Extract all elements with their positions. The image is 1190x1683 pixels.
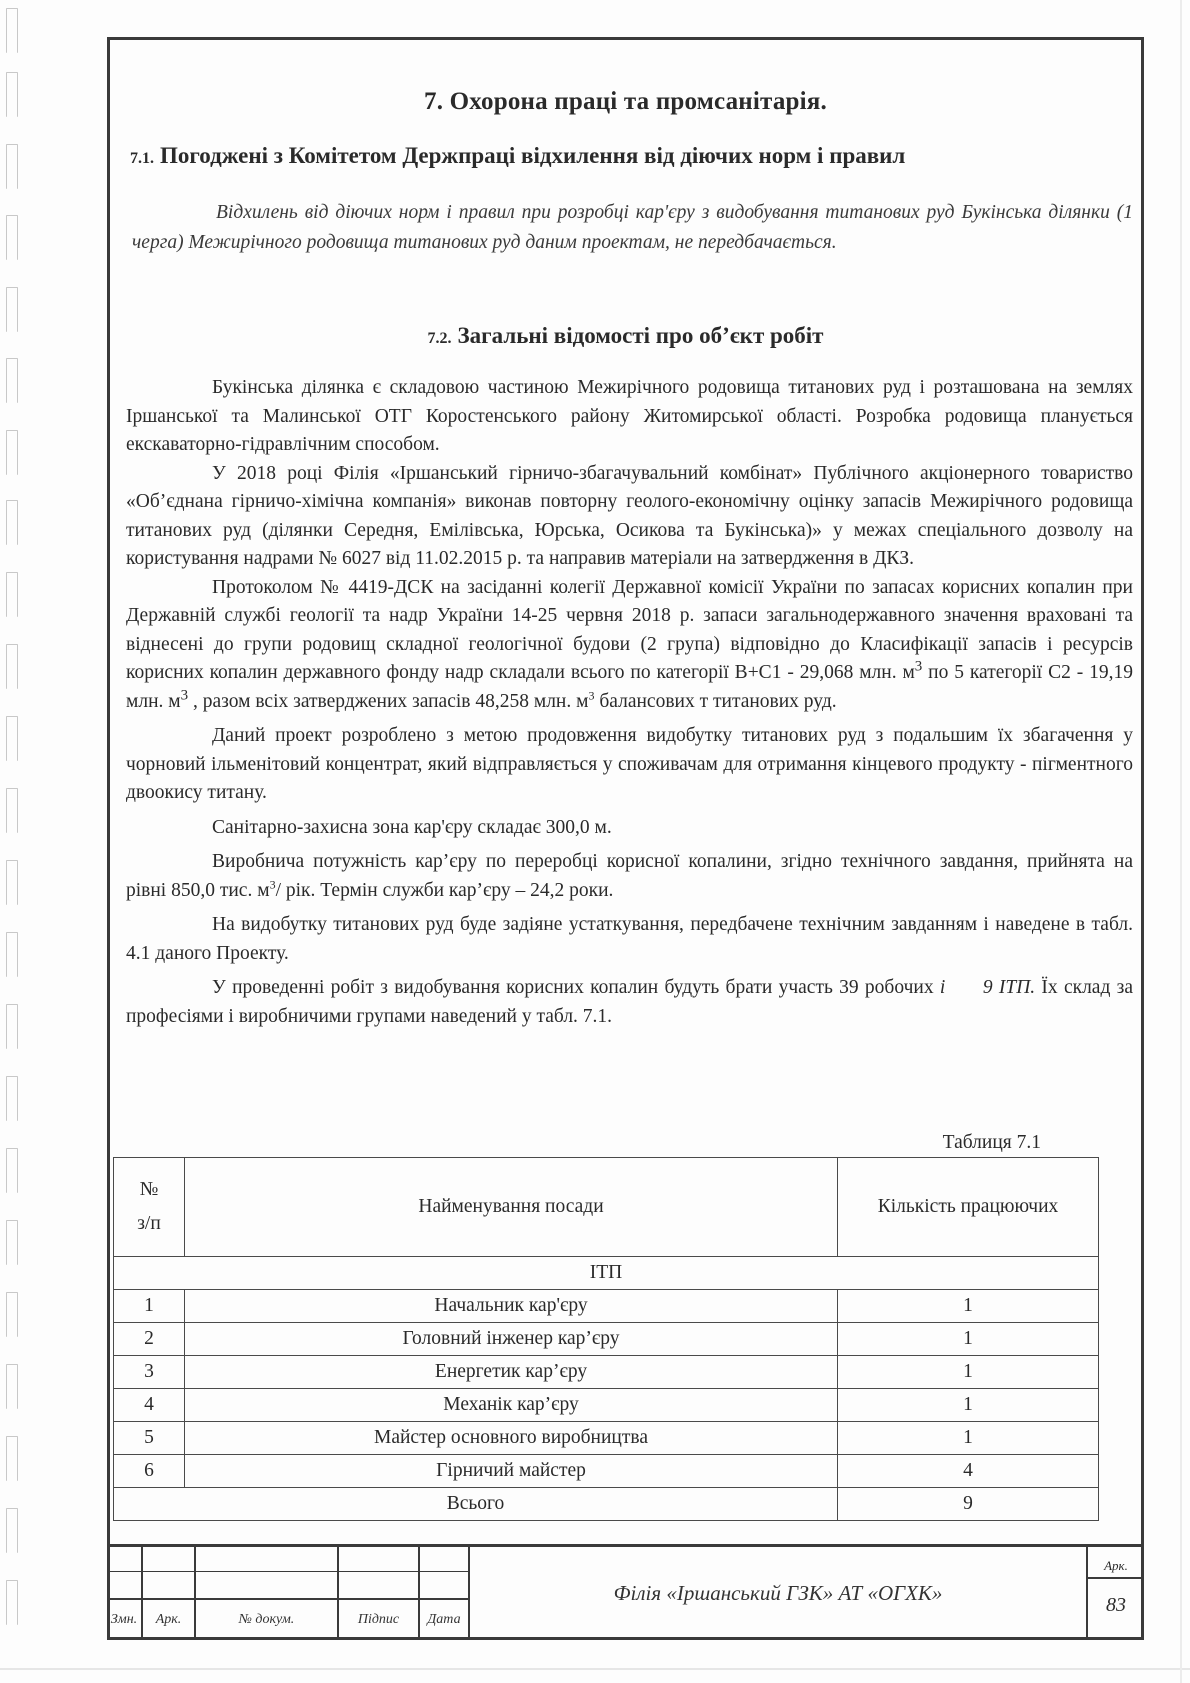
page-right-edge [1180,0,1182,1683]
paragraph-protocol: Протоколом № 4419-ДСК на засіданні колегії Державної комісії України по запасах корисних копалин при Державній службі геології та надр України 14-25 червня 2018 р. запаси загальнодержавного значення враховані та віднесені до групи родовищ складної геологічної будови (2 група) відповідно до Класифікації запасів і ресурсів корисних копалин державного фонду надр складали всього по категорії В+С1 - 29,068 млн. $м^3$ по 5 категорії С2 - 19,19 млн. $м^3$ , разом всіх затверджених запасів 48,258 млн. $м^3$ балансових т титанових руд. [126,576,1133,712]
subsection-title: Погоджені з Комітетом Держпраці відхилення від діючих норм і правил [160,143,906,168]
table-row [114,1323,1099,1356]
row-number: 4 [114,1389,185,1422]
organization-name: Філія «Іршанський ГЗК» АТ «ОГХК» [613,1581,943,1605]
row-number: 3 [114,1356,185,1389]
page-bottom-edge [0,1668,1190,1670]
sheet-number: 83 [1106,1594,1126,1616]
header-count: Кількість працюючих [838,1158,1099,1257]
row-count: 1 [838,1323,1099,1356]
paragraph-equipment: На видобутку титанових руд буде задіяне устаткування, передбачене технічним завданням і наведене в табл. 4.1 даного Проекту. [126,914,1133,964]
table-header-row [114,1158,1099,1257]
column-doc-number: № докум. [196,1547,339,1640]
table-row [114,1422,1099,1455]
table-row [114,1389,1099,1422]
paragraph-sanitary-zone: Санітарно-захисна зона кар'єру складає 300,0 м. [212,816,612,838]
revision-grid [107,1547,470,1640]
row-position: Головний інженер кар’єру [185,1323,838,1356]
row-position: Гірничий майстер [185,1455,838,1488]
paragraph-workers: У проведенні робіт з видобування корисних копалин будуть брати участь 39 робочих і 9 ІТП. Їх склад за професіями і виробничими групами наведений у табл. 7.1. [126,977,1134,1027]
row-position: Механік кар’єру [185,1389,838,1422]
table-row [114,1290,1099,1323]
row-position: Енергетик кар’єру [185,1356,838,1389]
column-change: Змн. [107,1547,143,1640]
deviations-paragraph: Відхилень від діючих норм і правил при розробці кар'єру з видобування титанових руд Букінська ділянки (1 черга) Межирічного родовища титанових руд даним проектам, не передбачається. [132,202,1133,253]
table-group-row [114,1257,1099,1290]
section-title: 7. Охорона праці та промсанітарія. [424,88,827,115]
subsection-7-1-heading [130,143,1141,169]
staff-table [113,1157,1099,1521]
title-block [107,1544,1144,1640]
sheet-number-box [1086,1547,1144,1640]
row-number: 6 [114,1455,185,1488]
group-label: ІТП [114,1257,1099,1290]
row-count: 1 [838,1290,1099,1323]
drawing-frame [107,37,1144,1640]
column-signature: Підпис [339,1547,420,1640]
subsection-number: 7.2. [427,330,452,347]
table-caption: Таблиця 7.1 [942,1132,1041,1153]
table-total-row [114,1488,1099,1521]
general-info-text [126,374,1133,1031]
row-count: 4 [838,1455,1099,1488]
column-date: Дата [420,1547,470,1640]
row-position: Начальник кар'єру [185,1290,838,1323]
total-label: Всього [114,1488,838,1521]
row-number: 1 [114,1290,185,1323]
paragraph-location: Букінська ділянка є складовою частиною Межирічного родовища титанових руд і розташована на землях Іршанської та Малинської ОТГ Коростенського району Житомирської області. Розробка родовища планується екскаваторно-гідравлічним способом. [126,377,1133,455]
row-count: 1 [838,1422,1099,1455]
subsection-7-2-heading [110,323,1141,349]
header-number: № з/п [114,1158,185,1257]
sheet-label: Арк. [1088,1553,1144,1579]
header-position: Найменування посади [185,1158,838,1257]
paragraph-evaluation: У 2018 році Філія «Іршанський гірничо-збагачувальний комбінат» Публічного акціонерного товариство «Об’єднана гірничо-хімічна компанія» виконав повторну геолого-економічну оцінку запасів Межирічного родовища титанових руд (ділянки Середня, Емілівська, Юрська, Осикова та Букінська)» у межах спеціального дозволу на користування надрами № 6027 від 11.02.2015 р. та направив матеріали на затвердження в ДКЗ. [126,462,1133,569]
subsection-title: Загальні відомості про об’єкт робіт [457,323,824,348]
row-count: 1 [838,1389,1099,1422]
total-count: 9 [838,1488,1099,1521]
subsection-number: 7.1. [130,150,154,167]
row-count: 1 [838,1356,1099,1389]
row-number: 2 [114,1323,185,1356]
column-sheet: Арк. [143,1547,196,1640]
row-position: Майстер основного виробництва [185,1422,838,1455]
table-row [114,1455,1099,1488]
row-number: 5 [114,1422,185,1455]
table-row [114,1356,1099,1389]
paragraph-capacity: Виробнича потужність кар’єру по переробці корисної копалини, згідно технічного завдання, прийнята на рівні 850,0 тис. $м^3/$ рік. Термін служби кар’єру – 24,2 роки. [126,851,1133,901]
paragraph-purpose: Даний проект розроблено з метою продовження видобутку титанових руд з подальшим їх збагачення у чорновий ільменітовий концентрат, який відправляється у споживачам для отримання кінцевого продукту - пігментного двоокису титану. [126,725,1133,803]
